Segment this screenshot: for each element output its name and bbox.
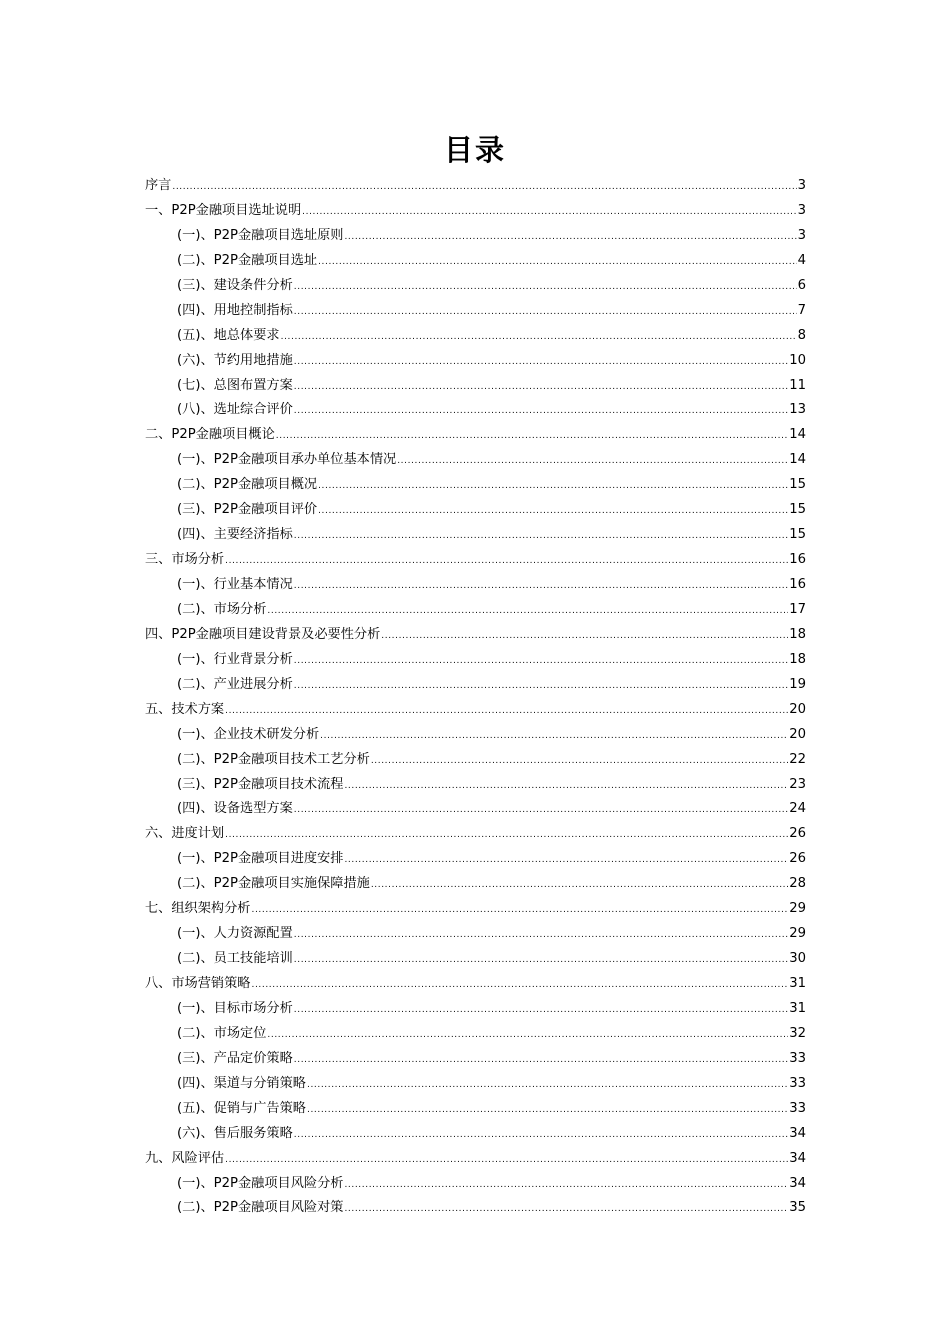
toc-entry[interactable] bbox=[145, 249, 806, 274]
toc-entry-label: (一)、行业背景分析 bbox=[177, 651, 293, 667]
toc-entry[interactable] bbox=[145, 997, 806, 1022]
toc-leader-dots bbox=[294, 798, 788, 823]
toc-entry-label: (二)、产业进展分析 bbox=[177, 676, 293, 692]
toc-entry-label: (二)、P2P金融项目技术工艺分析 bbox=[177, 751, 370, 767]
toc-entry-label: 八、市场营销策略 bbox=[145, 976, 251, 991]
toc-leader-dots bbox=[172, 175, 796, 200]
toc-entry[interactable] bbox=[145, 947, 806, 972]
toc-entry[interactable] bbox=[145, 773, 806, 798]
toc-entry-page-number: 15 bbox=[789, 477, 806, 493]
toc-entry-page-number: 33 bbox=[789, 1075, 806, 1091]
toc-entry-label: 五、技术方案 bbox=[145, 701, 225, 717]
toc-entry-label: (一)、企业技术研发分析 bbox=[177, 726, 320, 742]
toc-entry-page-number: 6 bbox=[797, 277, 806, 293]
toc-entry-label: (一)、P2P金融项目承办单位基本情况 bbox=[177, 452, 397, 468]
toc-entry-page-number: 20 bbox=[789, 701, 806, 717]
toc-entry[interactable] bbox=[145, 1072, 806, 1097]
toc-entry[interactable] bbox=[145, 673, 806, 698]
toc-entry-label: (四)、渠道与分销策略 bbox=[177, 1075, 306, 1091]
toc-list bbox=[145, 174, 806, 1221]
toc-entry-label: (三)、产品定价策略 bbox=[177, 1050, 293, 1066]
toc-entry[interactable] bbox=[145, 623, 806, 648]
toc-entry[interactable] bbox=[145, 1097, 806, 1122]
toc-entry-page-number: 14 bbox=[789, 427, 806, 443]
toc-entry-page-number: 10 bbox=[789, 352, 806, 368]
toc-leader-dots bbox=[267, 599, 788, 624]
toc-entry-label: (二)、P2P金融项目概况 bbox=[177, 477, 318, 493]
toc-entry-label: (一)、目标市场分析 bbox=[177, 1000, 293, 1016]
toc-entry-label: (四)、用地控制指标 bbox=[177, 302, 293, 318]
toc-entry[interactable] bbox=[145, 897, 806, 922]
toc-leader-dots bbox=[294, 524, 788, 549]
toc-entry-page-number: 28 bbox=[789, 876, 806, 892]
toc-entry[interactable] bbox=[145, 423, 806, 448]
toc-leader-dots bbox=[281, 325, 797, 350]
toc-entry[interactable] bbox=[145, 972, 806, 997]
toc-leader-dots bbox=[294, 1123, 788, 1148]
toc-entry[interactable] bbox=[145, 199, 806, 224]
toc-leader-dots bbox=[318, 250, 797, 275]
toc-leader-dots bbox=[252, 898, 789, 923]
toc-entry-page-number: 15 bbox=[789, 502, 806, 518]
toc-entry-label: (六)、节约用地措施 bbox=[177, 352, 293, 368]
toc-entry-label: (三)、P2P金融项目评价 bbox=[177, 502, 318, 518]
toc-entry-label: 九、风险评估 bbox=[145, 1150, 225, 1166]
toc-entry-page-number: 16 bbox=[789, 552, 806, 568]
toc-entry-label: (一)、P2P金融项目进度安排 bbox=[177, 851, 344, 867]
toc-entry-page-number: 32 bbox=[789, 1025, 806, 1041]
toc-entry[interactable] bbox=[145, 274, 806, 299]
toc-leader-dots bbox=[225, 1148, 788, 1173]
toc-entry-page-number: 24 bbox=[789, 801, 806, 817]
toc-entry-label: (六)、售后服务策略 bbox=[177, 1125, 293, 1141]
toc-title: 目录 bbox=[443, 133, 506, 167]
toc-entry-page-number: 4 bbox=[797, 252, 806, 268]
toc-entry-label: (四)、主要经济指标 bbox=[177, 527, 293, 543]
toc-entry-page-number: 34 bbox=[789, 1125, 806, 1141]
toc-leader-dots bbox=[371, 873, 788, 898]
toc-entry-label: (一)、P2P金融项目风险分析 bbox=[177, 1175, 344, 1191]
toc-leader-dots bbox=[276, 424, 788, 449]
toc-entry-page-number: 17 bbox=[789, 601, 806, 617]
toc-leader-dots bbox=[267, 1023, 788, 1048]
toc-leader-dots bbox=[225, 699, 788, 724]
toc-entry[interactable] bbox=[145, 1022, 806, 1047]
toc-entry-page-number: 34 bbox=[789, 1150, 806, 1166]
toc-entry-label: (三)、P2P金融项目技术流程 bbox=[177, 776, 344, 792]
toc-entry[interactable] bbox=[145, 822, 806, 847]
toc-entry-label: 七、组织架构分析 bbox=[145, 901, 251, 917]
toc-entry-page-number: 23 bbox=[789, 776, 806, 792]
toc-entry-page-number: 3 bbox=[797, 202, 806, 218]
toc-leader-dots bbox=[225, 823, 788, 848]
toc-leader-dots bbox=[294, 948, 788, 973]
toc-entry[interactable] bbox=[145, 1122, 806, 1147]
toc-entry-page-number: 26 bbox=[789, 851, 806, 867]
toc-entry-page-number: 18 bbox=[789, 651, 806, 667]
toc-entry-label: (二)、员工技能培训 bbox=[177, 951, 293, 967]
toc-entry-label: (一)、P2P金融项目选址原则 bbox=[177, 227, 344, 243]
toc-leader-dots bbox=[294, 300, 797, 325]
toc-leader-dots bbox=[294, 923, 788, 948]
toc-leader-dots bbox=[294, 1048, 788, 1073]
toc-entry[interactable] bbox=[145, 224, 806, 249]
toc-entry-label: (八)、选址综合评价 bbox=[177, 402, 293, 418]
toc-leader-dots bbox=[318, 474, 788, 499]
toc-entry[interactable] bbox=[145, 723, 806, 748]
toc-entry-label: (三)、建设条件分析 bbox=[177, 277, 293, 293]
toc-entry-page-number: 15 bbox=[789, 527, 806, 543]
toc-entry-page-number: 35 bbox=[789, 1200, 806, 1216]
toc-entry-label: (五)、促销与广告策略 bbox=[177, 1100, 306, 1116]
toc-entry-page-number: 18 bbox=[789, 626, 806, 642]
toc-entry[interactable] bbox=[145, 573, 806, 598]
toc-leader-dots bbox=[294, 998, 788, 1023]
toc-leader-dots bbox=[320, 724, 788, 749]
toc-entry[interactable] bbox=[145, 523, 806, 548]
toc-entry[interactable] bbox=[145, 374, 806, 399]
toc-entry-page-number: 34 bbox=[789, 1175, 806, 1191]
toc-entry[interactable] bbox=[145, 498, 806, 523]
toc-entry-label: (一)、人力资源配置 bbox=[177, 926, 293, 942]
toc-entry[interactable] bbox=[145, 448, 806, 473]
toc-entry-page-number: 29 bbox=[789, 926, 806, 942]
toc-entry-page-number: 31 bbox=[789, 1000, 806, 1016]
toc-leader-dots bbox=[294, 375, 788, 400]
toc-entry-page-number: 19 bbox=[789, 676, 806, 692]
toc-entry-page-number: 22 bbox=[789, 751, 806, 767]
toc-entry-page-number: 33 bbox=[789, 1050, 806, 1066]
toc-entry-label: 二、P2P金融项目概论 bbox=[145, 427, 275, 443]
toc-entry-page-number: 3 bbox=[797, 227, 806, 243]
toc-leader-dots bbox=[344, 1197, 788, 1222]
toc-entry-label: (二)、P2P金融项目实施保障措施 bbox=[177, 876, 370, 892]
toc-entry-label: 四、P2P金融项目建设背景及必要性分析 bbox=[145, 626, 381, 642]
toc-entry[interactable] bbox=[145, 648, 806, 673]
toc-entry[interactable] bbox=[145, 1147, 806, 1172]
toc-entry-label: (二)、市场定位 bbox=[177, 1025, 267, 1041]
toc-entry-label: 六、进度计划 bbox=[145, 826, 225, 842]
toc-leader-dots bbox=[397, 449, 788, 474]
toc-entry[interactable] bbox=[145, 1172, 806, 1197]
toc-leader-dots bbox=[371, 749, 788, 774]
toc-entry[interactable] bbox=[145, 698, 806, 723]
toc-leader-dots bbox=[294, 350, 788, 375]
toc-entry[interactable] bbox=[145, 473, 806, 498]
toc-leader-dots bbox=[344, 1173, 788, 1198]
toc-entry[interactable] bbox=[145, 324, 806, 349]
toc-entry-page-number: 3 bbox=[797, 178, 806, 193]
toc-entry-page-number: 7 bbox=[797, 302, 806, 318]
toc-entry[interactable] bbox=[145, 1047, 806, 1072]
toc-entry-page-number: 13 bbox=[789, 402, 806, 418]
toc-entry[interactable] bbox=[145, 847, 806, 872]
toc-entry-page-number: 16 bbox=[789, 577, 806, 592]
toc-entry-page-number: 26 bbox=[789, 826, 806, 842]
toc-entry-page-number: 31 bbox=[789, 976, 806, 991]
toc-leader-dots bbox=[225, 549, 788, 574]
toc-entry[interactable] bbox=[145, 398, 806, 423]
toc-leader-dots bbox=[252, 973, 789, 998]
toc-leader-dots bbox=[294, 574, 788, 599]
toc-entry[interactable] bbox=[145, 1196, 806, 1221]
toc-leader-dots bbox=[294, 399, 788, 424]
toc-entry-page-number: 33 bbox=[789, 1100, 806, 1116]
toc-leader-dots bbox=[307, 1098, 788, 1123]
toc-entry-label: (五)、地总体要求 bbox=[177, 327, 280, 343]
toc-entry[interactable] bbox=[145, 548, 806, 573]
toc-entry-label: 一、P2P金融项目选址说明 bbox=[145, 202, 302, 218]
toc-entry[interactable] bbox=[145, 748, 806, 773]
toc-entry-label: 三、市场分析 bbox=[145, 552, 225, 568]
toc-entry[interactable] bbox=[145, 598, 806, 623]
toc-leader-dots bbox=[302, 200, 796, 225]
toc-leader-dots bbox=[344, 848, 788, 873]
toc-leader-dots bbox=[294, 674, 788, 699]
toc-entry-page-number: 14 bbox=[789, 452, 806, 468]
toc-leader-dots bbox=[318, 499, 788, 524]
toc-entry-page-number: 20 bbox=[789, 726, 806, 742]
toc-entry[interactable] bbox=[145, 922, 806, 947]
toc-leader-dots bbox=[344, 774, 788, 799]
toc-leader-dots bbox=[307, 1073, 788, 1098]
toc-entry[interactable] bbox=[145, 797, 806, 822]
toc-entry-label: 序言 bbox=[145, 178, 172, 193]
toc-entry-page-number: 11 bbox=[789, 377, 806, 393]
toc-leader-dots bbox=[344, 225, 796, 250]
toc-entry-page-number: 30 bbox=[789, 951, 806, 967]
toc-entry[interactable] bbox=[145, 174, 806, 199]
toc-entry-label: (一)、行业基本情况 bbox=[177, 577, 293, 592]
toc-leader-dots bbox=[294, 275, 797, 300]
toc-entry-label: (七)、总图布置方案 bbox=[177, 377, 293, 393]
toc-entry[interactable] bbox=[145, 872, 806, 897]
toc-entry-page-number: 29 bbox=[789, 901, 806, 917]
toc-entry-page-number: 8 bbox=[797, 327, 806, 343]
toc-entry-label: (二)、P2P金融项目风险对策 bbox=[177, 1200, 344, 1216]
toc-entry[interactable] bbox=[145, 349, 806, 374]
toc-entry[interactable] bbox=[145, 299, 806, 324]
toc-leader-dots bbox=[294, 649, 788, 674]
toc-entry-label: (四)、设备选型方案 bbox=[177, 801, 293, 817]
toc-entry-label: (二)、P2P金融项目选址 bbox=[177, 252, 318, 268]
toc-entry-label: (二)、市场分析 bbox=[177, 601, 267, 617]
toc-leader-dots bbox=[381, 624, 788, 649]
